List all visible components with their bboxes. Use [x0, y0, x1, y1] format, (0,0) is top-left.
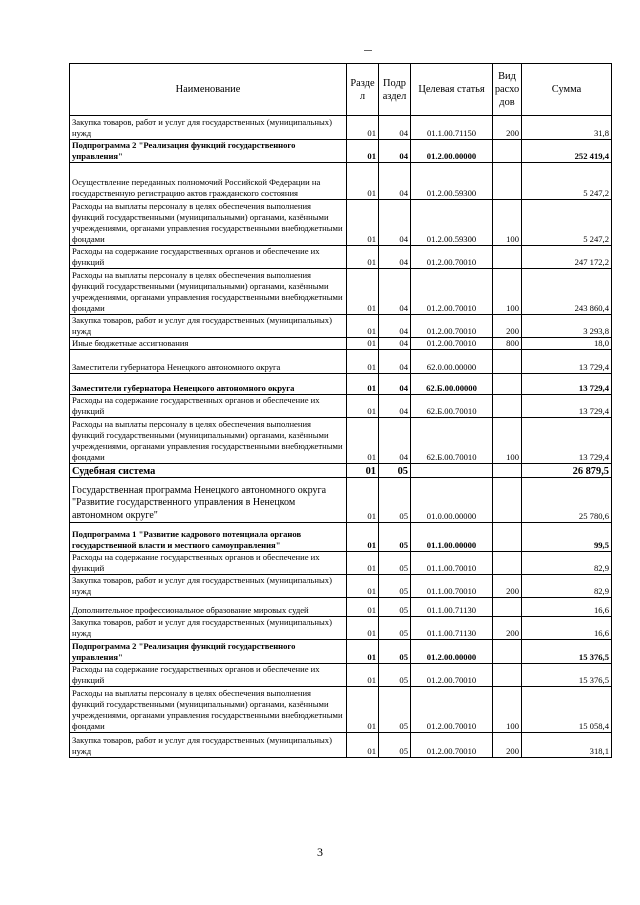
row-section: 01 — [347, 616, 379, 639]
row-sum: 15 376,5 — [522, 639, 612, 663]
row-name: Расходы на выплаты персоналу в целях обеспечения выполнения функций государственными (муниципальными) органами, казёнными учреждениями, органами управления государственными внебюджетными фондами — [70, 269, 347, 315]
table-row — [70, 116, 612, 140]
table-row — [70, 338, 612, 350]
table-row — [70, 140, 612, 163]
row-name: Дополнительное профессиональное образование мировых судей — [70, 597, 347, 616]
table-row — [70, 269, 612, 315]
row-name: Закупка товаров, работ и услуг для государственных (муниципальных) нужд — [70, 315, 347, 338]
table-body — [70, 116, 612, 758]
table-row — [70, 574, 612, 597]
row-sum: 16,6 — [522, 597, 612, 616]
row-section: 01 — [347, 639, 379, 663]
row-target: 01.2.00.00000 — [411, 639, 493, 663]
row-target: 62.0.00.00000 — [411, 350, 493, 374]
row-name: Расходы на содержание государственных органов и обеспечение их функций — [70, 552, 347, 575]
row-subsection: 04 — [379, 116, 411, 140]
row-subsection: 05 — [379, 597, 411, 616]
row-target: 62.Б.00.70010 — [411, 395, 493, 418]
row-name: Закупка товаров, работ и услуг для государственных (муниципальных) нужд — [70, 574, 347, 597]
row-name: Закупка товаров, работ и услуг для государственных (муниципальных) нужд — [70, 732, 347, 757]
row-name: Расходы на выплаты персоналу в целях обеспечения выполнения функций государственными (муниципальными) органами, казёнными учреждениями, органами управления государственными внебюджетными фондами — [70, 418, 347, 464]
table-row — [70, 315, 612, 338]
row-section: 01 — [347, 269, 379, 315]
row-name: Расходы на содержание государственных органов и обеспечение их функций — [70, 246, 347, 269]
row-section: 01 — [347, 163, 379, 200]
table-row — [70, 246, 612, 269]
row-subsection: 04 — [379, 269, 411, 315]
row-section: 01 — [347, 597, 379, 616]
row-subsection: 04 — [379, 338, 411, 350]
table-row — [70, 200, 612, 246]
row-section: 01 — [347, 200, 379, 246]
row-name: Заместители губернатора Ненецкого автономного округа — [70, 350, 347, 374]
row-subsection: 04 — [379, 163, 411, 200]
row-subsection: 04 — [379, 140, 411, 163]
row-type — [493, 395, 522, 418]
row-type: 200 — [493, 315, 522, 338]
row-section: 01 — [347, 478, 379, 523]
table-row — [70, 395, 612, 418]
row-subsection: 05 — [379, 616, 411, 639]
row-section: 01 — [347, 338, 379, 350]
row-type: 800 — [493, 338, 522, 350]
header-subsection: Подр аздел — [379, 64, 411, 116]
row-sum: 15 376,5 — [522, 663, 612, 686]
row-target: 01.2.00.70010 — [411, 732, 493, 757]
header-name: Наименование — [70, 64, 347, 116]
row-name: Расходы на содержание государственных органов и обеспечение их функций — [70, 395, 347, 418]
row-type — [493, 140, 522, 163]
row-sum: 252 419,4 — [522, 140, 612, 163]
row-name: Подпрограмма 1 "Развитие кадрового потенциала органов государственной власти и местного самоуправления" — [70, 523, 347, 552]
row-section: 01 — [347, 663, 379, 686]
table-row — [70, 552, 612, 575]
row-section: 01 — [347, 315, 379, 338]
row-subsection: 04 — [379, 246, 411, 269]
row-name: Подпрограмма 2 "Реализация функций государственного управления" — [70, 639, 347, 663]
row-target: 01.1.00.70010 — [411, 574, 493, 597]
row-target: 01.2.00.59300 — [411, 163, 493, 200]
row-subsection: 05 — [379, 464, 411, 478]
row-sum: 318,1 — [522, 732, 612, 757]
table-row — [70, 350, 612, 374]
row-name: Расходы на выплаты персоналу в целях обеспечения выполнения функций государственными (муниципальными) органами, казёнными учреждениями, органами управления государственными внебюджетными фондами — [70, 686, 347, 732]
row-subsection: 05 — [379, 663, 411, 686]
row-type: 200 — [493, 616, 522, 639]
row-subsection: 05 — [379, 574, 411, 597]
row-target: 01.2.00.70010 — [411, 686, 493, 732]
row-sum: 13 729,4 — [522, 395, 612, 418]
row-subsection: 05 — [379, 686, 411, 732]
row-section: 01 — [347, 350, 379, 374]
row-sum: 247 172,2 — [522, 246, 612, 269]
row-type: 100 — [493, 686, 522, 732]
row-type — [493, 597, 522, 616]
row-type — [493, 478, 522, 523]
row-sum: 243 860,4 — [522, 269, 612, 315]
row-type — [493, 464, 522, 478]
row-type — [493, 246, 522, 269]
table-row — [70, 616, 612, 639]
row-target: 01.1.00.71130 — [411, 616, 493, 639]
row-target: 62.Б.00.70010 — [411, 418, 493, 464]
row-sum: 16,6 — [522, 616, 612, 639]
row-target — [411, 464, 493, 478]
table-row — [70, 597, 612, 616]
row-section: 01 — [347, 732, 379, 757]
row-section: 01 — [347, 686, 379, 732]
table-row — [70, 523, 612, 552]
row-target: 01.1.00.71150 — [411, 116, 493, 140]
table-row — [70, 639, 612, 663]
row-sum: 82,9 — [522, 552, 612, 575]
row-sum: 15 058,4 — [522, 686, 612, 732]
row-type — [493, 639, 522, 663]
budget-table — [69, 63, 612, 758]
row-target: 01.2.00.59300 — [411, 200, 493, 246]
row-target: 01.2.00.70010 — [411, 663, 493, 686]
row-target: 62.Б.00.00000 — [411, 374, 493, 395]
row-section: 01 — [347, 464, 379, 478]
row-sum: 5 247,2 — [522, 163, 612, 200]
row-sum: 13 729,4 — [522, 418, 612, 464]
row-subsection: 05 — [379, 552, 411, 575]
header-sum: Сумма — [522, 64, 612, 116]
row-sum: 25 780,6 — [522, 478, 612, 523]
row-subsection: 05 — [379, 639, 411, 663]
page-top-mark — [364, 50, 372, 51]
row-subsection: 04 — [379, 350, 411, 374]
row-name: Судебная система — [70, 464, 347, 478]
row-target: 01.2.00.00000 — [411, 140, 493, 163]
header-section: Разде л — [347, 64, 379, 116]
row-sum: 26 879,5 — [522, 464, 612, 478]
row-name: Расходы на содержание государственных органов и обеспечение их функций — [70, 663, 347, 686]
row-subsection: 04 — [379, 200, 411, 246]
row-sum: 31,8 — [522, 116, 612, 140]
header-type: Вид расхо дов — [493, 64, 522, 116]
table-row — [70, 374, 612, 395]
row-target: 01.2.00.70010 — [411, 315, 493, 338]
row-target: 01.2.00.70010 — [411, 269, 493, 315]
table-row — [70, 464, 612, 478]
row-subsection: 04 — [379, 374, 411, 395]
row-section: 01 — [347, 418, 379, 464]
row-type: 200 — [493, 574, 522, 597]
row-section: 01 — [347, 140, 379, 163]
row-section: 01 — [347, 395, 379, 418]
row-type — [493, 523, 522, 552]
row-target: 01.1.00.70010 — [411, 552, 493, 575]
row-subsection: 05 — [379, 732, 411, 757]
table-header — [70, 64, 612, 116]
row-subsection: 05 — [379, 478, 411, 523]
row-target: 01.2.00.70010 — [411, 246, 493, 269]
row-type: 200 — [493, 116, 522, 140]
row-section: 01 — [347, 374, 379, 395]
row-name: Заместители губернатора Ненецкого автономного округа — [70, 374, 347, 395]
row-sum: 82,9 — [522, 574, 612, 597]
row-target: 01.2.00.70010 — [411, 338, 493, 350]
row-subsection: 04 — [379, 395, 411, 418]
table-row — [70, 163, 612, 200]
page-number: 3 — [317, 845, 323, 859]
row-type — [493, 163, 522, 200]
row-section: 01 — [347, 523, 379, 552]
row-name: Закупка товаров, работ и услуг для государственных (муниципальных) нужд — [70, 616, 347, 639]
row-name: Осуществление переданных полномочий Российской Федерации на государственную регистрацию актов гражданского состояния — [70, 163, 347, 200]
row-sum: 5 247,2 — [522, 200, 612, 246]
row-name: Государственная программа Ненецкого автономного округа "Развитие государственного управления в Ненецком автономном округе" — [70, 478, 347, 523]
row-type: 100 — [493, 418, 522, 464]
row-sum: 13 729,4 — [522, 350, 612, 374]
table-row — [70, 732, 612, 757]
row-section: 01 — [347, 552, 379, 575]
row-type: 200 — [493, 732, 522, 757]
row-section: 01 — [347, 116, 379, 140]
table-row — [70, 418, 612, 464]
row-sum: 99,5 — [522, 523, 612, 552]
row-sum: 13 729,4 — [522, 374, 612, 395]
row-type — [493, 663, 522, 686]
row-type: 100 — [493, 269, 522, 315]
row-type — [493, 350, 522, 374]
row-target: 01.1.00.00000 — [411, 523, 493, 552]
row-sum: 18,0 — [522, 338, 612, 350]
row-subsection: 04 — [379, 418, 411, 464]
row-name: Подпрограмма 2 "Реализация функций государственного управления" — [70, 140, 347, 163]
row-type: 100 — [493, 200, 522, 246]
row-subsection: 05 — [379, 523, 411, 552]
row-sum: 3 293,8 — [522, 315, 612, 338]
table-row — [70, 478, 612, 523]
row-target: 01.0.00.00000 — [411, 478, 493, 523]
row-section: 01 — [347, 574, 379, 597]
row-name: Расходы на выплаты персоналу в целях обеспечения выполнения функций государственными (муниципальными) органами, казёнными учреждениями, органами управления государственными внебюджетными фондами — [70, 200, 347, 246]
table-row — [70, 663, 612, 686]
table-row — [70, 686, 612, 732]
row-type — [493, 374, 522, 395]
row-target: 01.1.00.71130 — [411, 597, 493, 616]
row-name: Иные бюджетные ассигнования — [70, 338, 347, 350]
row-section: 01 — [347, 246, 379, 269]
row-subsection: 04 — [379, 315, 411, 338]
row-type — [493, 552, 522, 575]
row-name: Закупка товаров, работ и услуг для государственных (муниципальных) нужд — [70, 116, 347, 140]
header-target: Целевая статья — [411, 64, 493, 116]
